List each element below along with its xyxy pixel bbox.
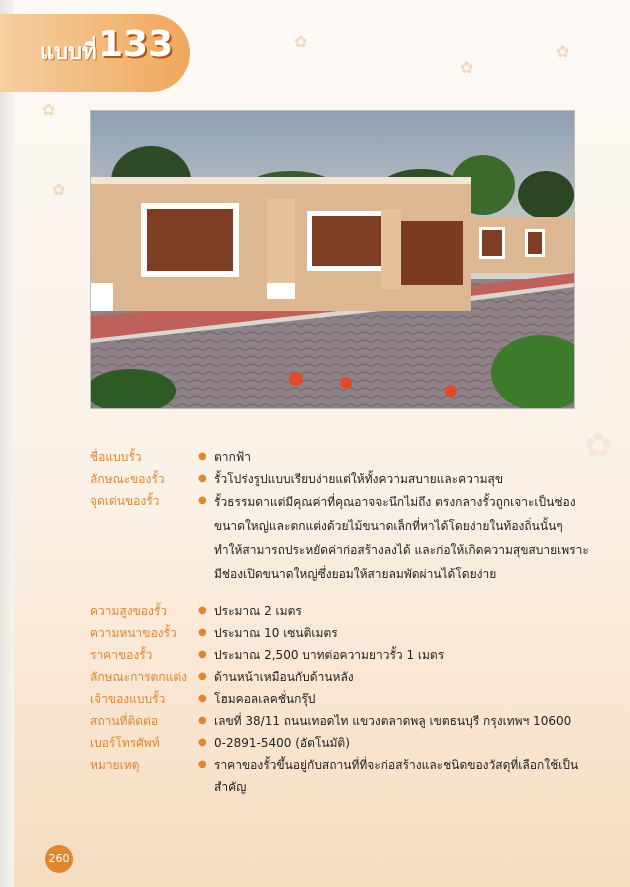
bullet-icon: ● [198,715,207,726]
detail-label: ลักษณะการตกแต่ง [90,670,188,684]
detail-row-address [90,710,590,732]
detail-value: ตากฟ้า [214,450,252,464]
detail-value: 0-2891-5400 (อัตโนมัติ) [214,736,350,750]
detail-value: ประมาณ 2 เมตร [214,604,302,618]
detail-row-phone [90,732,590,754]
bullet-icon: ● [198,649,207,660]
detail-label: เบอร์โทรศัพท์ [90,736,160,750]
detail-label: ความหนาของรั้ว [90,626,177,640]
bullet-icon: ● [198,737,207,748]
detail-label: ราคาของรั้ว [90,648,153,662]
detail-value: รั้วธรรมดาแต่มีคุณค่าที่คุณอาจจะนึกไม่ถึง ตรงกลางรั้วถูกเจาะเป็นช่องขนาดใหญ่และตกแต่งด้วยไม้ขนาดเล็กที่หาได้โดยง่ายในท้องถิ่นนั้นๆ ทำให้สามารถประหยัดค่าก่อสร้างลงได้ และก่อให้เกิดความสุขสบายเพราะมีช่องเปิดขนาดใหญ่ซึ่งยอมให้สายลมพัดผ่านได้โดยง่าย [214,495,589,581]
detail-row-price [90,644,590,666]
detail-row-height [90,600,590,622]
flower-decoration-icon: ✿ [42,100,56,119]
flower-decoration-icon: ✿ [584,426,613,466]
detail-row-style [90,468,590,490]
page-number: 260 [45,845,73,873]
bullet-icon: ● [198,693,207,704]
detail-label: หมายเหตุ [90,758,140,772]
page-binding-edge [0,0,14,887]
detail-row-thickness [90,622,590,644]
detail-value: ประมาณ 2,500 บาทต่อความยาวรั้ว 1 เมตร [214,648,445,662]
detail-label: ชื่อแบบรั้ว [90,450,142,464]
flower-decoration-icon: ✿ [52,180,66,199]
detail-row-decoration [90,666,590,688]
detail-value: เลขที่ 38/11 ถนนเทอดไท แขวงตลาดพลู เขตธนบุรี กรุงเทพฯ 10600 [214,714,572,728]
detail-label: ลักษณะของรั้ว [90,472,165,486]
fence-details-list [90,446,590,798]
flower-decoration-icon: ✿ [294,32,308,51]
bullet-icon: ● [198,627,207,638]
flower-decoration-icon: ✿ [460,58,474,77]
detail-value: ราคาของรั้วขึ้นอยู่กับสถานที่ที่จะก่อสร้างและชนิดของวัสดุที่เลือกใช้เป็นสำคัญ [214,758,579,794]
detail-label: จุดเด่นของรั้ว [90,494,160,508]
bullet-icon: ● [198,473,207,484]
detail-value: โฮมคอลเลคชั่นกรุ๊ป [214,692,316,706]
design-number: 133 [98,24,174,65]
flower-decoration-icon: ✿ [556,42,570,61]
detail-row-highlight [90,490,590,586]
design-title-prefix: แบบที่ [40,40,97,65]
detail-value: ประมาณ 10 เซนติเมตร [214,626,338,640]
bullet-icon: ● [198,495,207,506]
bullet-icon: ● [198,759,207,770]
bullet-icon: ● [198,671,207,682]
detail-value: รั้วโปร่งรูปแบบเรียบง่ายแต่ให้ทั้งความสบายและความสุข [214,472,504,486]
detail-value: ด้านหน้าเหมือนกับด้านหลัง [214,670,354,684]
fence-photo [90,110,575,409]
bullet-icon: ● [198,451,207,462]
detail-row-owner [90,688,590,710]
detail-label: เจ้าของแบบรั้ว [90,692,166,706]
detail-row-name [90,446,590,468]
detail-label: ความสูงของรั้ว [90,604,168,618]
detail-label: สถานที่ติดต่อ [90,714,159,728]
bullet-icon: ● [198,605,207,616]
detail-row-note [90,754,590,798]
